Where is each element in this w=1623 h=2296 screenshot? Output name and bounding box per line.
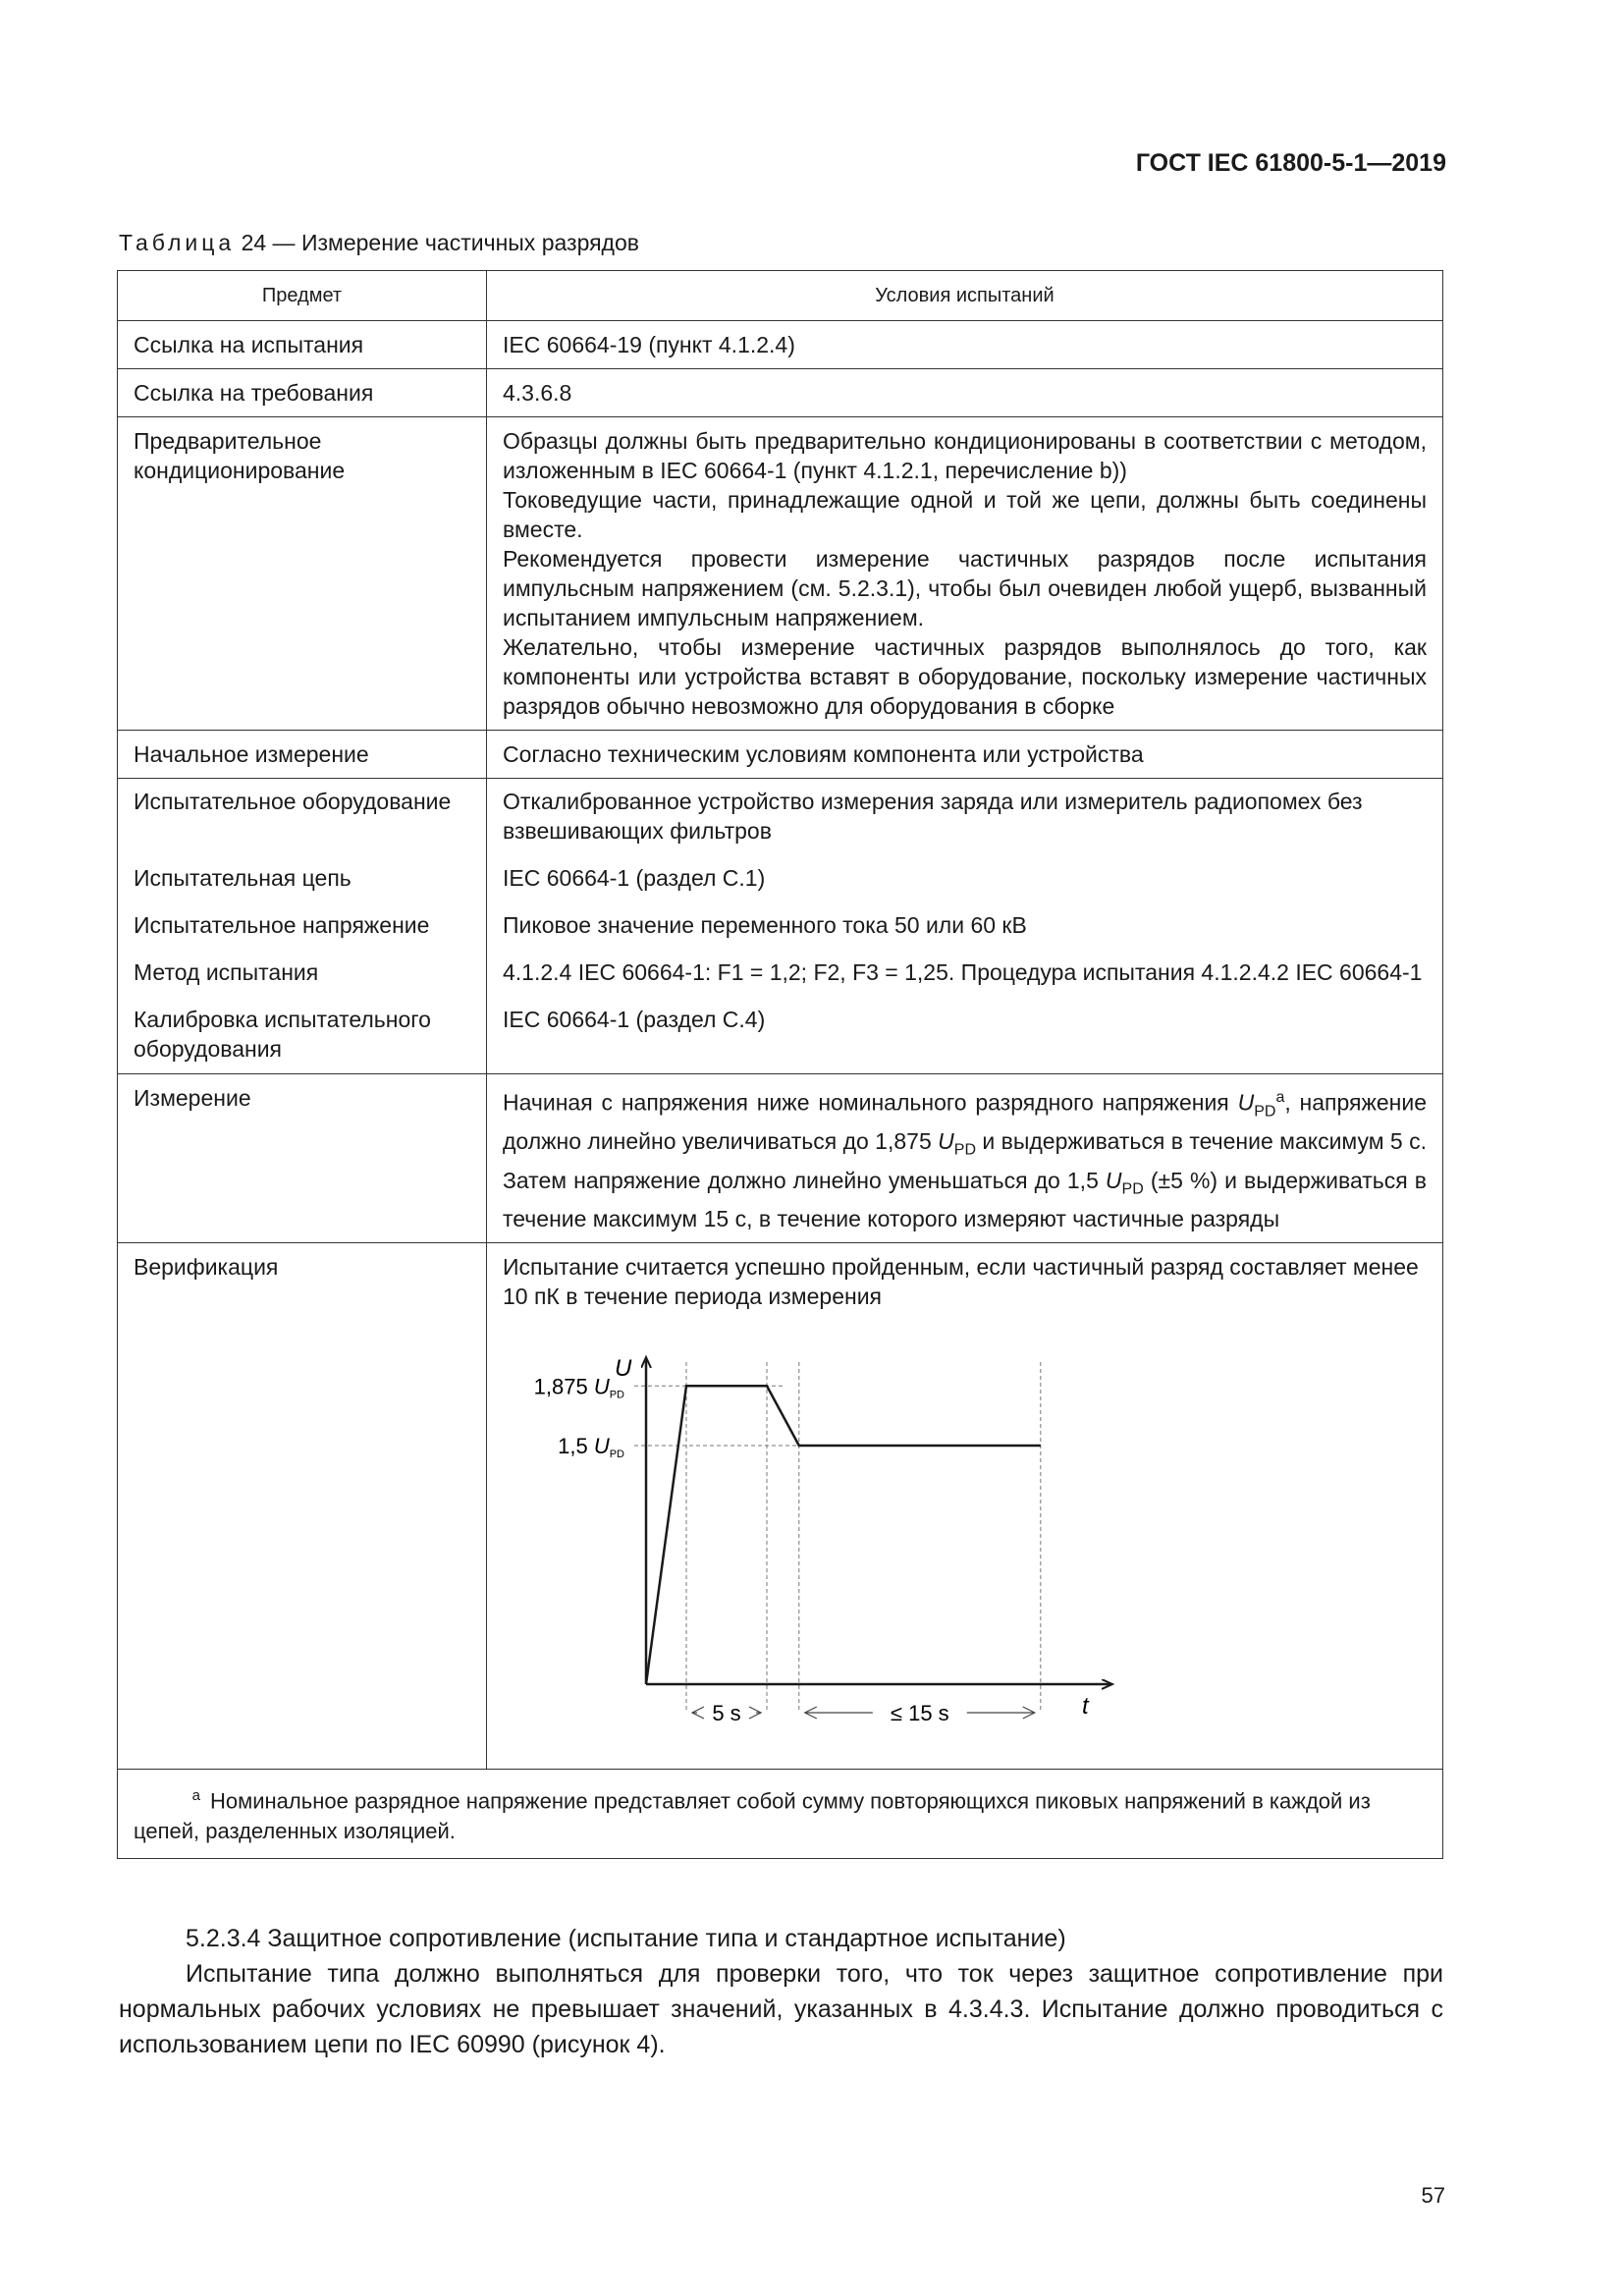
condition-paragraph: Образцы должны быть предварительно кондиционированы в соответствии с методом, изложенным в IEC 60664-1 (пункт 4.1.2.1, перечисление b)) (503, 428, 1427, 483)
footnote-ref: a (1275, 1089, 1285, 1106)
table-row (118, 779, 1443, 856)
table-row (118, 855, 1443, 902)
voltage-profile-svg (522, 1340, 1426, 1753)
header-subject: Предмет (118, 271, 487, 321)
row-subject: Испытательная цепь (118, 855, 487, 902)
condition-paragraph: Желательно, чтобы измерение частичных разрядов выполнялось до того, как компоненты или устройства вставят в оборудование, поскольку измерение частичных разрядов обычно невозможно для оборудования в сборке (503, 634, 1427, 719)
verification-text: Испытание считается успешно пройденным, если частичный разряд составляет менее 10 пК в течение периода измерения (503, 1254, 1419, 1310)
row-subject: Начальное измерение (118, 731, 487, 779)
voltage-symbol: U (1237, 1089, 1255, 1116)
table-row (118, 902, 1443, 950)
footnote-text: Номинальное разрядное напряжение представляет собой сумму повторяющихся пиковых напряжений в каждой из цепей, разделенных изоляцией. (134, 1788, 1371, 1843)
row-condition: 4.1.2.4 IEC 60664-1: F1 = 1,2; F2, F3 = 1,25. Процедура испытания 4.1.2.4.2 IEC 60664-1 (487, 950, 1443, 997)
row-subject: Ссылка на требования (118, 369, 487, 417)
y-tick-label: 1,5 UPD (558, 1434, 624, 1461)
table-caption-prefix: Таблица (119, 230, 236, 255)
footnote-mark: a (191, 1787, 200, 1805)
chart-dashed-guides (634, 1362, 1041, 1712)
voltage-series-line (646, 1387, 1041, 1685)
page-number: 57 (1421, 2183, 1445, 2208)
section-heading: 5.2.3.4 Защитное сопротивление (испытание типа и стандартное испытание) (186, 1925, 1066, 1952)
voltage-symbol: U (1105, 1167, 1122, 1193)
interval-annotations (692, 1701, 1035, 1725)
row-subject: Верификация (118, 1243, 487, 1770)
voltage-subscript: PD (953, 1141, 976, 1159)
row-subject: Испытательное оборудование (118, 779, 487, 856)
measurement-text: и выдерживаться в течение максимум 5 с. Затем напряжение должно линейно уменьшаться до 1,5 (503, 1128, 1428, 1193)
table-row (118, 321, 1443, 369)
row-condition: IEC 60664-1 (раздел С.1) (487, 855, 1443, 902)
interval-label: ≤ 15 s (890, 1701, 949, 1726)
row-condition: 4.3.6.8 (487, 369, 1443, 417)
table-footnote-row (118, 1770, 1443, 1858)
y-tick-labels (534, 1375, 624, 1461)
row-condition (487, 417, 1443, 731)
table-caption-text: 24 — Измерение частичных разрядов (241, 230, 639, 255)
table-row (118, 950, 1443, 997)
table-row (118, 1074, 1443, 1243)
partial-discharge-table (117, 270, 1443, 1859)
measurement-text: , напряжение должно линейно увеличиваться до 1,875 (503, 1089, 1428, 1155)
row-condition: Откалиброванное устройство измерения заряда или измеритель радиопомех без взвешивающих фильтров (487, 779, 1443, 856)
voltage-subscript: PD (1254, 1103, 1276, 1121)
table-footnote (118, 1770, 1443, 1858)
section-text (119, 1921, 1443, 2062)
header-conditions: Условия испытаний (487, 271, 1443, 321)
row-condition: IEC 60664-19 (пункт 4.1.2.4) (487, 321, 1443, 369)
row-condition: Согласно техническим условиям компонента или устройства (487, 731, 1443, 779)
row-condition: IEC 60664-1 (раздел С.4) (487, 997, 1443, 1074)
row-condition (487, 1074, 1443, 1243)
voltage-profile-chart (522, 1340, 1427, 1760)
y-tick-label: 1,875 UPD (533, 1374, 624, 1401)
table-caption (119, 230, 639, 256)
row-subject: Испытательное напряжение (118, 902, 487, 950)
row-subject: Предварительное кондиционирование (118, 417, 487, 731)
interval-label: 5 s (712, 1701, 741, 1726)
measurement-text: (±5 %) и выдерживаться в течение максимум 15 с, в течение которого измеряют частичные разряды (503, 1167, 1428, 1232)
voltage-subscript: PD (1121, 1180, 1144, 1198)
table-header-row (118, 271, 1443, 321)
table-row (118, 1243, 1443, 1770)
row-subject: Ссылка на испытания (118, 321, 487, 369)
table-row (118, 417, 1443, 731)
row-subject: Метод испытания (118, 950, 487, 997)
table-row (118, 731, 1443, 779)
measurement-text: Начиная с напряжения ниже номинального разрядного напряжения (503, 1089, 1238, 1116)
voltage-symbol: U (938, 1128, 954, 1155)
row-condition (487, 1243, 1443, 1770)
section-paragraph: Испытание типа должно выполняться для проверки того, что ток через защитное сопротивление при нормальных рабочих условиях не превышает значений, указанных в 4.3.4.3. Испытание должно проводиться с использованием цепи по IEC 60990 (рисунок 4). (119, 1960, 1443, 2058)
table-row (118, 997, 1443, 1074)
x-axis-label: t (1082, 1693, 1089, 1721)
y-axis-label: U (615, 1355, 632, 1383)
row-condition: Пиковое значение переменного тока 50 или 60 кВ (487, 902, 1443, 950)
table-row (118, 369, 1443, 417)
row-subject: Измерение (118, 1074, 487, 1243)
row-subject: Калибровка испытательного оборудования (118, 997, 487, 1074)
condition-paragraph: Рекомендуется провести измерение частичных разрядов после испытания импульсным напряжением (см. 5.2.3.1), чтобы был очевиден любой ущерб, вызванный испытанием импульсным напряжением. (503, 546, 1427, 630)
condition-paragraph: Токоведущие части, принадлежащие одной и той же цепи, должны быть соединены вместе. (503, 487, 1427, 542)
document-standard-header: ГОСТ IEC 61800-5-1—2019 (1135, 149, 1446, 177)
